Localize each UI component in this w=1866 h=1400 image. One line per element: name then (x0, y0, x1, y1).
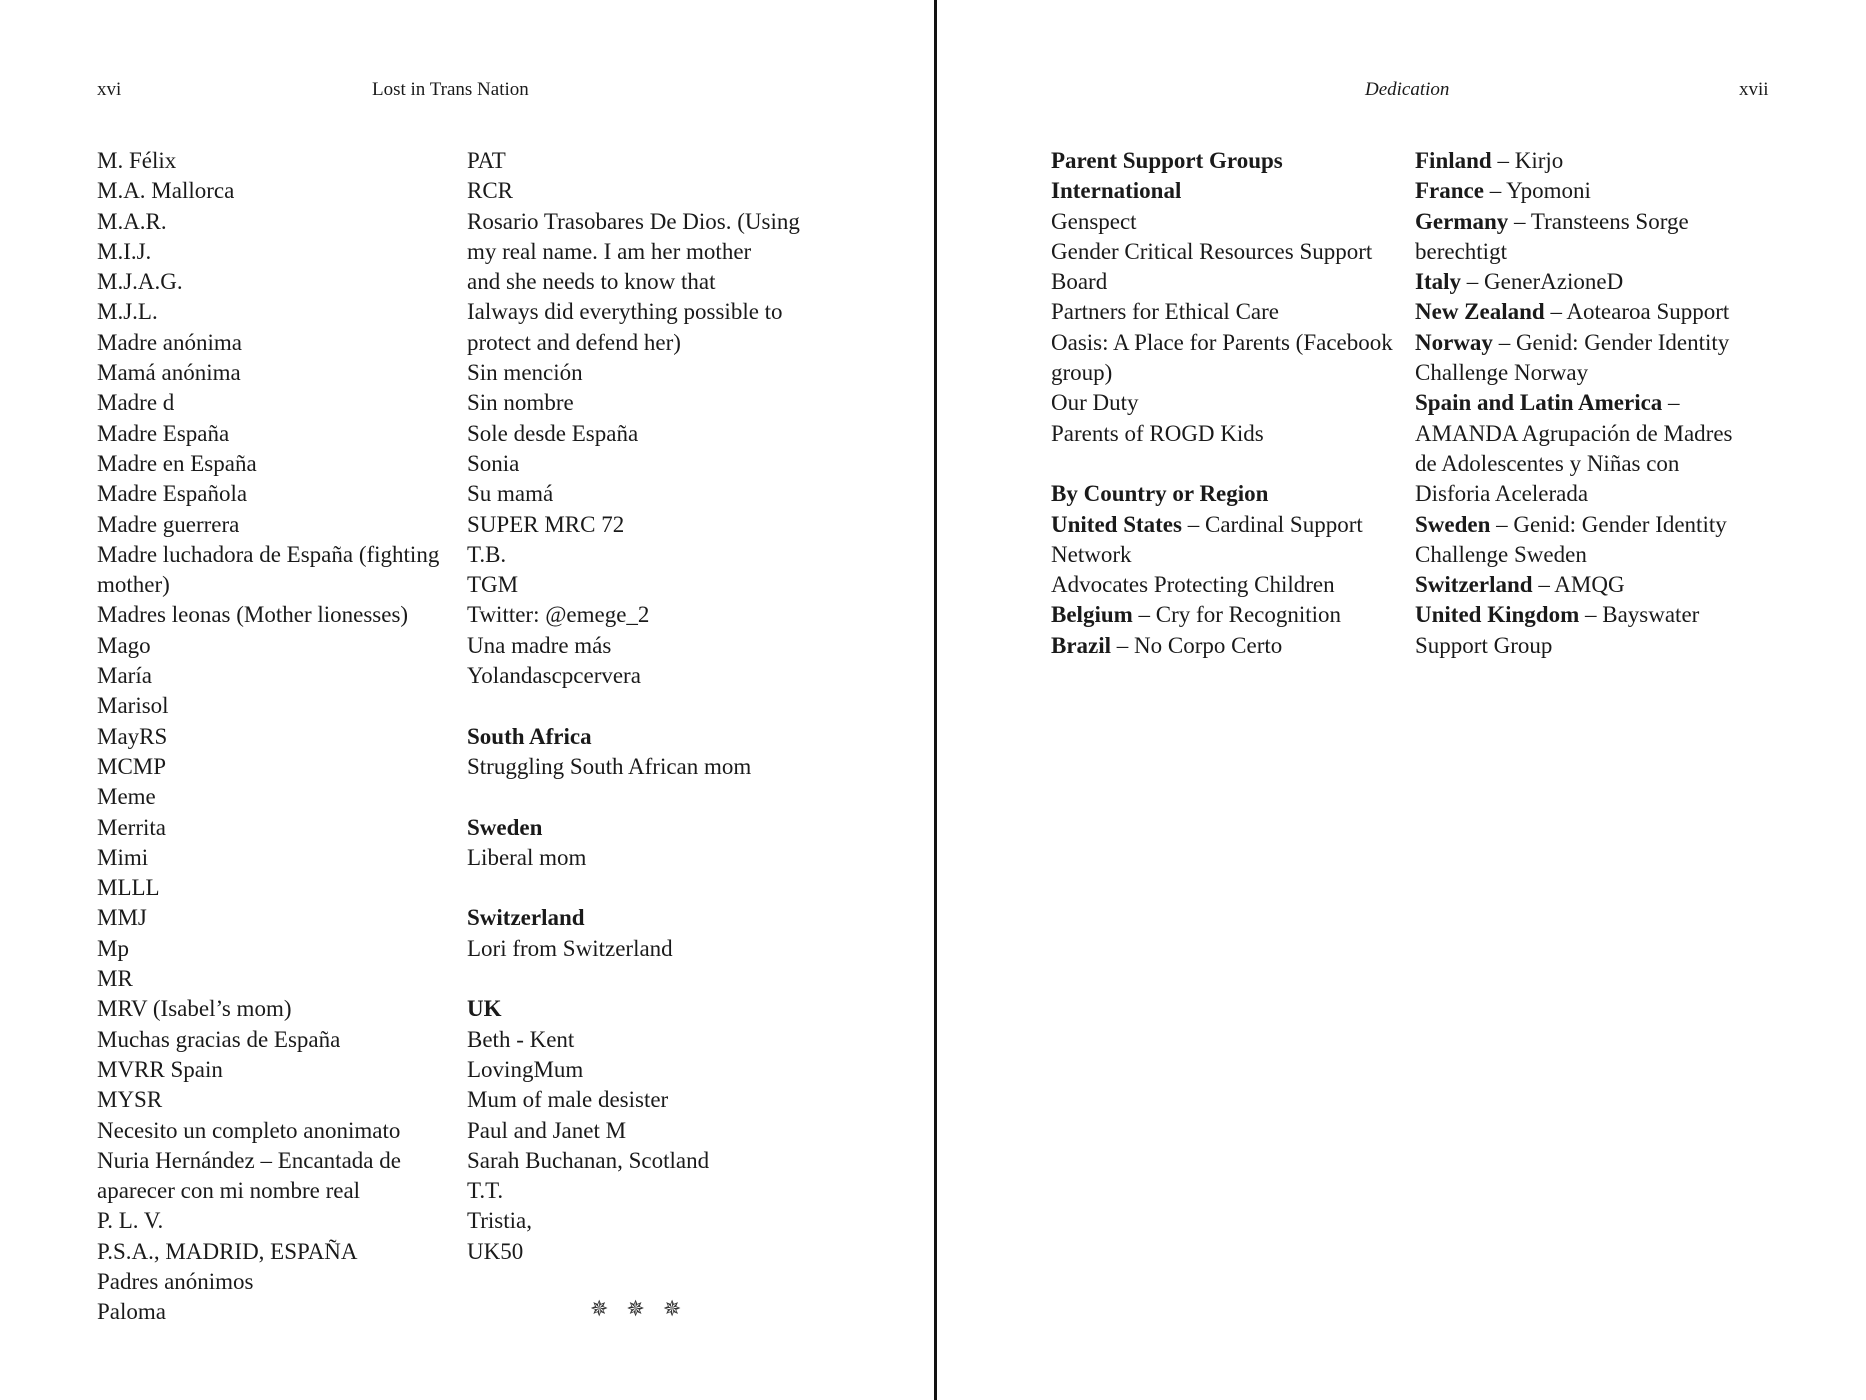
entry-text: SUPER MRC 72 (467, 511, 625, 537)
list-entry (467, 661, 907, 691)
entry-continuation: Network (1051, 541, 1132, 567)
entry-text: South Africa (467, 723, 592, 749)
list-entry (97, 691, 467, 721)
entry-text: Muchas gracias de España (97, 1026, 341, 1052)
entry-value: – Transteens Sorge (1508, 208, 1689, 234)
entry-continuation: mother) (97, 572, 170, 598)
right-running-title: Dedication (1365, 79, 1450, 100)
entry-text: UK50 (467, 1238, 524, 1264)
list-entry (467, 1055, 907, 1085)
list-entry (97, 813, 467, 843)
list-entry (97, 1146, 467, 1207)
list-entry (97, 873, 467, 903)
list-entry (1415, 570, 1855, 600)
list-entry (1051, 419, 1415, 449)
entry-text: Beth - Kent (467, 1026, 575, 1052)
list-entry (97, 661, 467, 691)
list-entry (97, 540, 467, 601)
list-entry (467, 479, 907, 509)
entry-continuation: berechtigt (1415, 238, 1507, 264)
list-entry (97, 479, 467, 509)
entry-text: Yolandascpcervera (467, 663, 641, 689)
entry-text: M.J.L. (97, 299, 158, 325)
list-entry (467, 1206, 907, 1236)
list-entry (97, 146, 467, 176)
entry-label: Switzerland (1415, 572, 1533, 598)
list-entry (97, 207, 467, 237)
entry-value: – No Corpo Certo (1111, 632, 1283, 658)
list-entry (467, 540, 907, 570)
entry-value: – Kirjo (1491, 148, 1564, 173)
entry-text: Sarah Buchanan, Scotland (467, 1147, 710, 1173)
section-gap (467, 691, 907, 721)
entry-value: – Cry for Recognition (1132, 602, 1342, 628)
entry-text: Madre España (97, 420, 230, 446)
list-entry (97, 1055, 467, 1085)
entry-label: Brazil (1051, 632, 1112, 658)
list-entry (97, 843, 467, 873)
entry-text: Madre en España (97, 450, 257, 476)
list-entry (1051, 600, 1415, 630)
entry-text: Paloma (97, 1299, 166, 1325)
entry-text: Parents of ROGD Kids (1051, 420, 1264, 446)
list-entry (467, 449, 907, 479)
entry-text: Gender Critical Resources Support (1051, 238, 1373, 264)
entry-text: Meme (97, 784, 156, 810)
entry-value: – Genid: Gender Identity (1492, 329, 1730, 355)
list-entry (97, 964, 467, 994)
list-entry (97, 1267, 467, 1297)
entry-text: Liberal mom (467, 844, 587, 870)
list-entry (97, 176, 467, 206)
entry-text: Su mamá (467, 481, 554, 507)
entry-label: France (1415, 178, 1484, 204)
section-ornament: ✵✵✵ (590, 1296, 700, 1321)
entry-text: MMJ (97, 905, 147, 931)
entry-value: – Aotearoa Support (1544, 299, 1730, 325)
list-entry (97, 1025, 467, 1055)
list-entry (1051, 207, 1415, 237)
entry-text: Sole desde España (467, 420, 639, 446)
list-entry (467, 600, 907, 630)
entry-label: Germany (1415, 208, 1509, 234)
entry-text: Sweden (467, 814, 543, 840)
list-entry (1415, 146, 1855, 176)
entry-value: – Genid: Gender Identity (1490, 511, 1727, 537)
entry-text: Padres anónimos (97, 1268, 254, 1294)
list-entry (467, 388, 907, 418)
list-entry (1415, 297, 1855, 327)
entry-continuation: Disforia Acelerada (1415, 481, 1589, 507)
entry-label: United Kingdom (1415, 602, 1580, 628)
entry-text: Struggling South African mom (467, 753, 752, 779)
list-entry (467, 146, 907, 176)
entry-text: M.A. Mallorca (97, 178, 235, 204)
section-heading (467, 994, 907, 1024)
section-gap (1051, 449, 1415, 479)
entry-text: Twitter: @emege_2 (467, 602, 650, 628)
list-entry (1415, 267, 1855, 297)
entry-text: T.T. (467, 1178, 504, 1204)
list-entry (467, 510, 907, 540)
list-entry (97, 1085, 467, 1115)
list-entry (97, 358, 467, 388)
list-entry (97, 782, 467, 812)
list-entry (467, 176, 907, 206)
left-running-title: Lost in Trans Nation (372, 79, 529, 100)
entry-text: Sin mención (467, 360, 583, 386)
entry-text: Our Duty (1051, 390, 1139, 416)
entry-text: Mp (97, 935, 129, 961)
list-entry (467, 1085, 907, 1115)
entry-value: – Cardinal Support (1181, 511, 1363, 537)
entry-text: MRV (Isabel’s mom) (97, 996, 292, 1022)
list-entry (467, 1116, 907, 1146)
entry-text: P. L. V. (97, 1208, 164, 1234)
section-gap (467, 964, 907, 994)
list-entry (1415, 600, 1855, 661)
entry-text: Paul and Janet M (467, 1117, 627, 1143)
entry-text: Mimi (97, 844, 149, 870)
list-entry (97, 297, 467, 327)
entry-label: Sweden (1415, 511, 1491, 537)
entry-label: Italy (1415, 269, 1461, 295)
list-entry (97, 752, 467, 782)
entry-text: M. Félix (97, 148, 177, 173)
entry-text: MYSR (97, 1087, 163, 1113)
entry-text: Merrita (97, 814, 166, 840)
list-entry (1415, 207, 1855, 268)
entry-text: M.A.R. (97, 208, 167, 234)
list-entry (1051, 510, 1415, 571)
entry-text: International (1051, 178, 1182, 204)
list-entry (467, 358, 907, 388)
list-entry (1415, 176, 1855, 206)
list-entry (97, 722, 467, 752)
entry-text: Madre guerrera (97, 511, 240, 537)
list-entry (1415, 328, 1855, 389)
entry-continuation: Board (1051, 269, 1108, 295)
list-entry (1051, 328, 1415, 389)
entry-text: Madres leonas (Mother lionesses) (97, 602, 409, 628)
right-column-2 (1415, 146, 1855, 661)
list-entry (1051, 570, 1415, 600)
list-entry (467, 1146, 907, 1176)
section-heading (467, 722, 907, 752)
section-heading (1051, 176, 1415, 206)
entry-text: TGM (467, 572, 519, 598)
entry-text: LovingMum (467, 1056, 584, 1082)
entry-continuation: Challenge Sweden (1415, 541, 1587, 567)
list-entry (97, 328, 467, 358)
list-entry (1415, 510, 1855, 571)
list-entry (97, 510, 467, 540)
list-entry (467, 419, 907, 449)
entry-text: Sonia (467, 450, 520, 476)
entry-continuation: protect and defend her) (467, 329, 681, 355)
section-gap (467, 782, 907, 812)
entry-text: María (97, 663, 152, 689)
entry-value: – GenerAzioneD (1461, 269, 1624, 295)
entry-label: Norway (1415, 329, 1493, 355)
list-entry (97, 388, 467, 418)
entry-continuation: and she needs to know that (467, 269, 716, 295)
entry-continuation: Support Group (1415, 632, 1553, 658)
list-entry (97, 903, 467, 933)
entry-value: – AMQG (1532, 572, 1625, 598)
entry-text: T.B. (467, 541, 507, 567)
entry-text: UK (467, 996, 502, 1022)
entry-text: Nuria Hernández – Encantada de (97, 1147, 401, 1173)
entry-text: Genspect (1051, 208, 1137, 234)
entry-continuation: AMANDA Agrupación de Madres (1415, 420, 1733, 446)
entry-text: Marisol (97, 693, 169, 719)
entry-continuation: Challenge Norway (1415, 360, 1589, 386)
section-heading (1051, 479, 1415, 509)
entry-label: United States (1051, 511, 1182, 537)
list-entry (1051, 297, 1415, 327)
section-heading (467, 813, 907, 843)
entry-value: – Bayswater (1579, 602, 1700, 628)
list-entry (97, 1206, 467, 1236)
list-entry (1051, 237, 1415, 298)
entry-text: MCMP (97, 753, 167, 779)
entry-label: Belgium (1051, 602, 1133, 628)
entry-text: Madre Española (97, 481, 248, 507)
entry-text: Madre anónima (97, 329, 242, 355)
entry-label: New Zealand (1415, 299, 1545, 325)
entry-text: Parent Support Groups (1051, 148, 1283, 173)
list-entry (1415, 388, 1855, 509)
entry-text: Lori from Switzerland (467, 935, 673, 961)
right-page-number: xvii (1739, 79, 1769, 100)
list-entry (467, 1237, 907, 1267)
list-entry (467, 1025, 907, 1055)
entry-text: Switzerland (467, 905, 585, 931)
list-entry (97, 934, 467, 964)
entry-text: Tristia, (467, 1208, 532, 1234)
list-entry (97, 600, 467, 630)
entry-text: Mum of male desister (467, 1087, 669, 1113)
entry-text: P.S.A., MADRID, ESPAÑA (97, 1238, 358, 1264)
list-entry (97, 267, 467, 297)
entry-continuation: de Adolescentes y Niñas con (1415, 450, 1680, 476)
entry-continuation: aparecer con mi nombre real (97, 1178, 361, 1204)
list-entry (97, 237, 467, 267)
list-entry (97, 449, 467, 479)
list-entry (467, 843, 907, 873)
list-entry (467, 934, 907, 964)
entry-value: – Ypomoni (1483, 178, 1591, 204)
left-page-number: xvi (97, 79, 122, 100)
section-heading (1051, 146, 1415, 176)
list-entry (97, 1297, 467, 1327)
entry-text: M.J.A.G. (97, 269, 183, 295)
list-entry (1051, 631, 1415, 661)
list-entry (1051, 388, 1415, 418)
list-entry (97, 631, 467, 661)
section-heading (467, 903, 907, 933)
entry-text: By Country or Region (1051, 481, 1269, 507)
list-entry (97, 1116, 467, 1146)
entry-text: Partners for Ethical Care (1051, 299, 1279, 325)
entry-text: Rosario Trasobares De Dios. (Using (467, 208, 800, 234)
entry-text: Mamá anónima (97, 360, 241, 386)
list-entry (97, 1237, 467, 1267)
list-entry (467, 752, 907, 782)
left-column-2 (467, 146, 907, 1267)
entry-continuation: group) (1051, 360, 1113, 386)
section-gap (467, 873, 907, 903)
entry-text: RCR (467, 178, 514, 204)
entry-text: Necesito un completo anonimato (97, 1117, 401, 1143)
entry-text: MVRR Spain (97, 1056, 223, 1082)
entry-text: PAT (467, 148, 506, 173)
list-entry (97, 994, 467, 1024)
entry-value: – (1662, 390, 1680, 416)
list-entry (97, 419, 467, 449)
entry-text: Una madre más (467, 632, 612, 658)
entry-text: MLLL (97, 875, 160, 901)
entry-text: M.I.J. (97, 238, 152, 264)
entry-text: Mago (97, 632, 151, 658)
entry-text: Oasis: A Place for Parents (Facebook (1051, 329, 1393, 355)
entry-text: Sin nombre (467, 390, 574, 416)
entry-text: Madre d (97, 390, 175, 416)
entry-label: Spain and Latin America (1415, 390, 1663, 416)
list-entry (467, 570, 907, 600)
right-column-1 (1051, 146, 1415, 661)
entry-text: MayRS (97, 723, 168, 749)
left-column-1 (97, 146, 467, 1328)
list-entry (467, 207, 907, 358)
entry-text: Madre luchadora de España (fighting (97, 541, 440, 567)
entry-label: Finland (1415, 148, 1492, 173)
list-entry (467, 1176, 907, 1206)
entry-continuation: my real name. I am her mother (467, 238, 752, 264)
right-page (937, 0, 1866, 1400)
entry-text: MR (97, 966, 133, 992)
list-entry (467, 631, 907, 661)
entry-text: Advocates Protecting Children (1051, 572, 1335, 598)
entry-continuation: Ialways did everything possible to (467, 299, 783, 325)
